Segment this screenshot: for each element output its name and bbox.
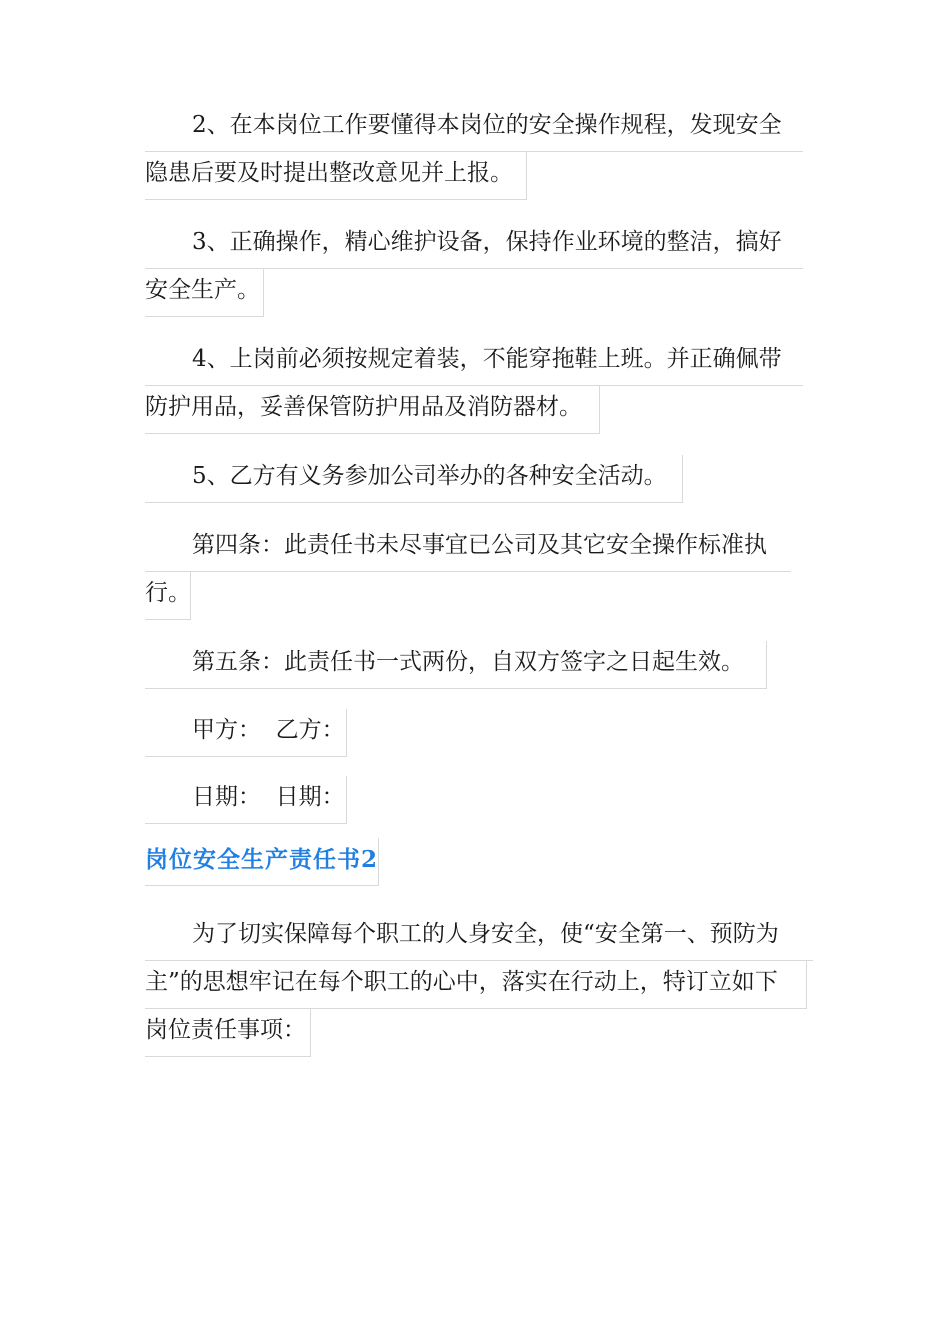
article-5-line-1: 第五条：此责任书一式两份，自双方签字之日起生效。 <box>145 641 767 689</box>
article-4-line-1: 第四条：此责任书未尽事宜已公司及其它安全操作标准执 <box>145 524 791 572</box>
clause-4-line-2: 防护用品，妥善保管防护用品及消防器材。 <box>145 386 600 434</box>
parties-line: 甲方： 乙方： <box>145 709 347 757</box>
clause-5-line-1: 5、乙方有义务参加公司举办的各种安全活动。 <box>145 455 683 503</box>
dates-line: 日期： 日期： <box>145 776 347 824</box>
intro-line-2: 主”的思想牢记在每个职工的心中，落实在行动上，特订立如下 <box>145 961 807 1009</box>
article-4-line-2: 行。 <box>145 572 191 620</box>
clause-3-line-1: 3、正确操作，精心维护设备，保持作业环境的整洁，搞好 <box>145 221 803 269</box>
clause-3-line-2: 安全生产。 <box>145 269 264 317</box>
section-heading: 岗位安全生产责任书2 <box>145 838 379 886</box>
clause-2-line-2: 隐患后要及时提出整改意见并上报。 <box>145 152 527 200</box>
clause-4-line-1: 4、上岗前必须按规定着装，不能穿拖鞋上班。并正确佩带 <box>145 338 803 386</box>
clause-2-line-1: 2、在本岗位工作要懂得本岗位的安全操作规程，发现安全 <box>145 104 803 152</box>
intro-line-3: 岗位责任事项： <box>145 1009 311 1057</box>
intro-line-1: 为了切实保障每个职工的人身安全，使“安全第一、预防为 <box>145 913 813 961</box>
